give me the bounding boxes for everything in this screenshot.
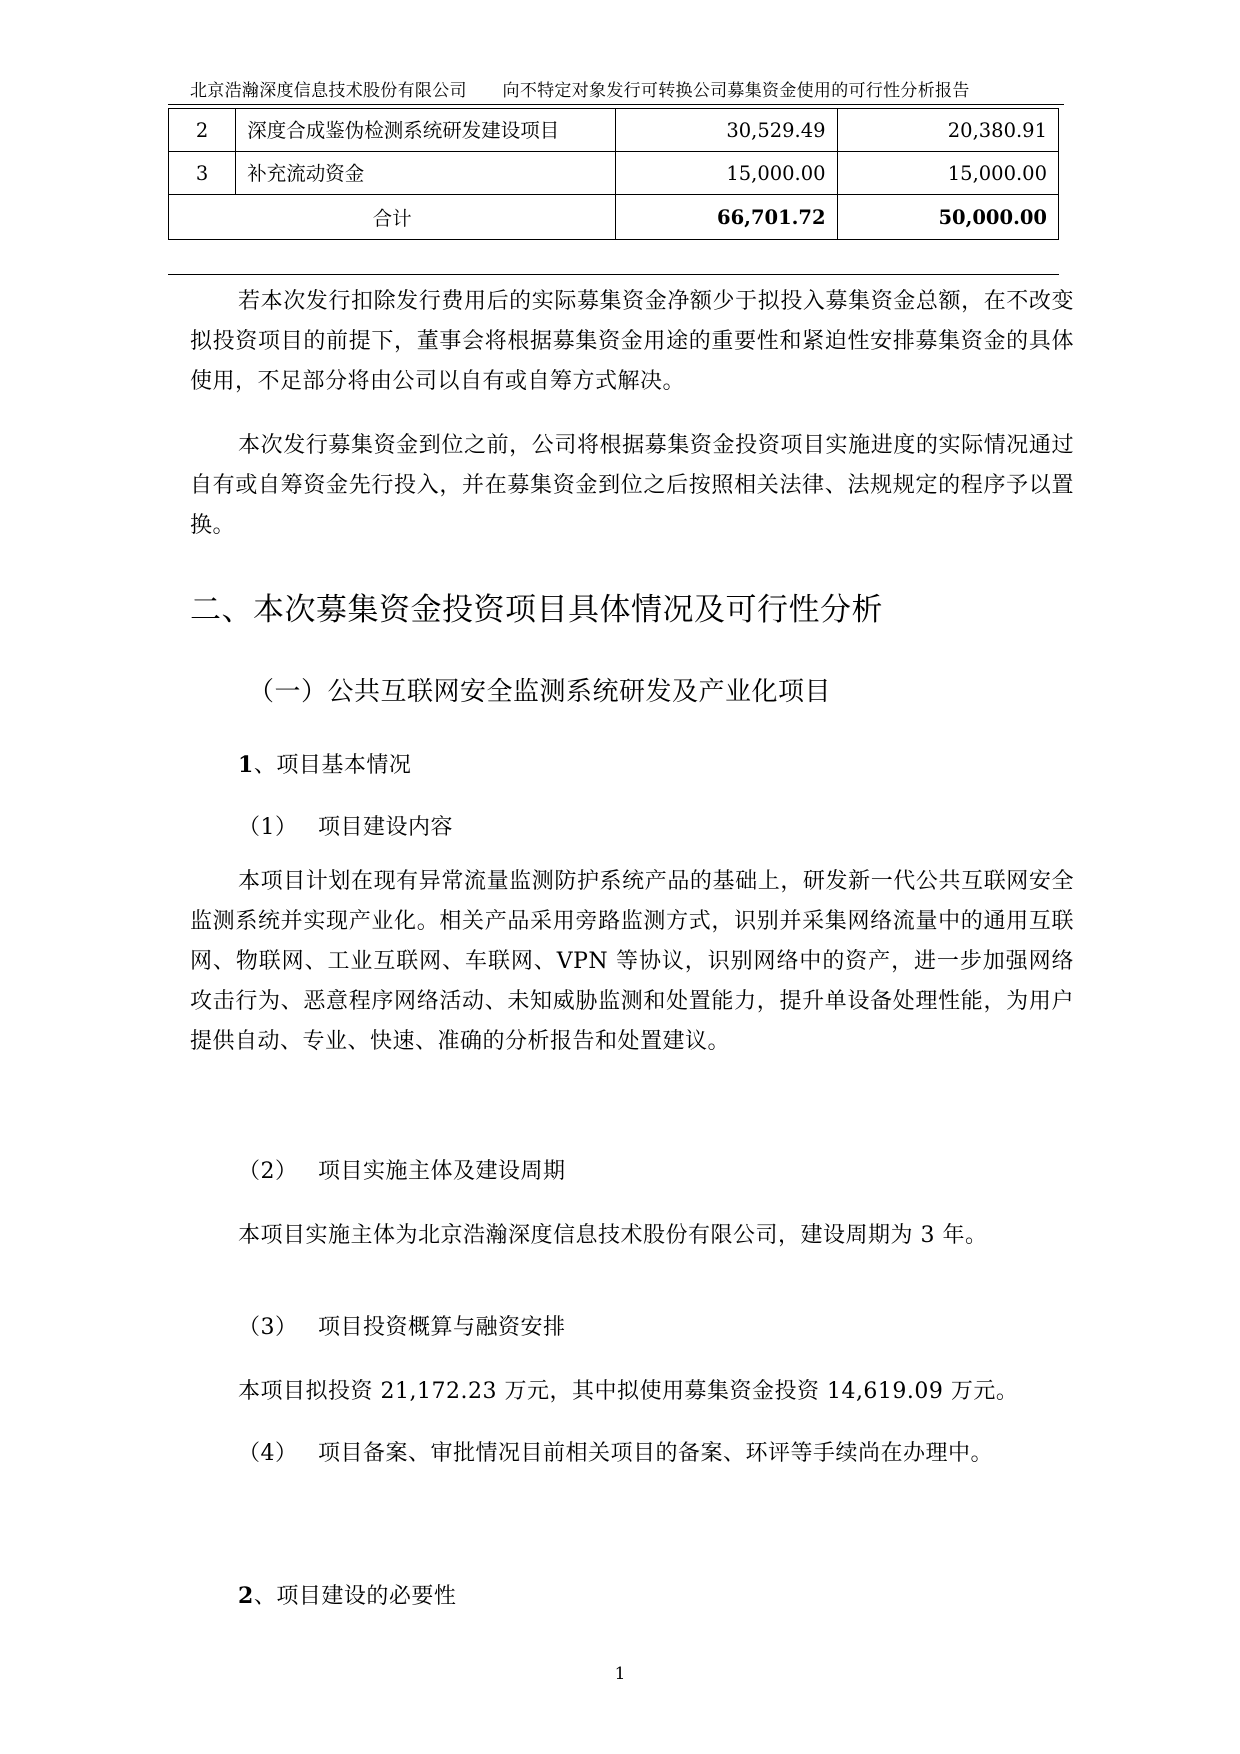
header-company: 北京浩瀚深度信息技术股份有限公司	[190, 81, 467, 101]
table-row	[169, 152, 1059, 195]
section-title: 二、本次募集资金投资项目具体情况及可行性分析	[190, 592, 883, 628]
raised-funds: 15,000.00	[837, 152, 1058, 195]
paragraph-project-content: 本项目计划在现有异常流量监测防护系统产品的基础上，研发新一代公共互联网安全监测系统并实现产业化。相关产品采用旁路监测方式，识别并采集网络流量中的通用互联网、物联网、工业互联网、车联网、VPN 等协议，识别网络中的资产，进一步加强网络攻击行为、恶意程序网络活动、未知威胁监测和处置能力，提升单设备处理性能，为用户提供自动、专业、快速、准确的分析报告和处置建议。	[190, 869, 1074, 1054]
subitem-investment-budget	[238, 1312, 566, 1344]
row-number: 3	[169, 152, 236, 195]
item-number: 1	[238, 752, 254, 778]
item-heading-basic-info	[238, 749, 411, 782]
table-bottom-rule	[168, 274, 1059, 275]
paragraph-shortfall: 若本次发行扣除发行费用后的实际募集资金净额少于拟投入募集资金总额，在不改变拟投资项目的前提下，董事会将根据募集资金用途的重要性和紧迫性安排募集资金的具体使用，不足部分将由公司以自有或自筹方式解决。	[190, 289, 1074, 394]
item-label: 、项目基本情况	[253, 753, 412, 778]
subsection-title: （一）公共互联网安全监测系统研发及产业化项目	[248, 677, 832, 707]
page-number: 1	[614, 1664, 626, 1684]
paragraph-investment-amount: 本项目拟投资 21,172.23 万元，其中拟使用募集资金投资 14,619.09 万元。	[238, 1379, 1019, 1404]
subitem-construction-content	[238, 812, 453, 844]
total-investment-sum: 66,701.72	[616, 195, 837, 240]
project-name: 补充流动资金	[236, 152, 616, 195]
fund-usage-table	[168, 108, 1059, 240]
item-heading-necessity	[238, 1580, 456, 1613]
project-name: 深度合成鉴伪检测系统研发建设项目	[236, 109, 616, 152]
header-rule	[168, 104, 1064, 105]
subitem-number: （3）	[238, 1315, 298, 1340]
subitem-label: 项目实施主体及建设周期	[318, 1159, 566, 1184]
subitem-filing-approval	[238, 1438, 993, 1470]
paragraph-pre-investment: 本次发行募集资金到位之前，公司将根据募集资金投资项目实施进度的实际情况通过自有或自筹资金先行投入，并在募集资金到位之后按照相关法律、法规规定的程序予以置换。	[190, 433, 1074, 538]
total-investment: 30,529.49	[616, 109, 837, 152]
subitem-number: （1）	[238, 815, 298, 840]
page-header	[190, 76, 1052, 101]
table-row	[169, 109, 1059, 152]
subitem-label: 项目投资概算与融资安排	[318, 1315, 566, 1340]
total-investment: 15,000.00	[616, 152, 837, 195]
subitem-implementation	[238, 1156, 566, 1188]
header-report-title: 向不特定对象发行可转换公司募集资金使用的可行性分析报告	[502, 81, 970, 101]
total-label: 合计	[169, 195, 616, 240]
item-label: 、项目建设的必要性	[253, 1584, 457, 1609]
subitem-label: 项目建设内容	[318, 815, 454, 840]
subitem-number: （2）	[238, 1159, 298, 1184]
raised-funds-sum: 50,000.00	[837, 195, 1058, 240]
row-number: 2	[169, 109, 236, 152]
raised-funds: 20,380.91	[837, 109, 1058, 152]
subitem-number: （4）	[238, 1441, 298, 1466]
item-number: 2	[238, 1583, 254, 1609]
subitem-label: 项目备案、审批情况目前相关项目的备案、环评等手续尚在办理中。	[318, 1441, 994, 1466]
paragraph-implementation-entity: 本项目实施主体为北京浩瀚深度信息技术股份有限公司，建设周期为 3 年。	[238, 1223, 988, 1248]
table-total-row	[169, 195, 1059, 240]
